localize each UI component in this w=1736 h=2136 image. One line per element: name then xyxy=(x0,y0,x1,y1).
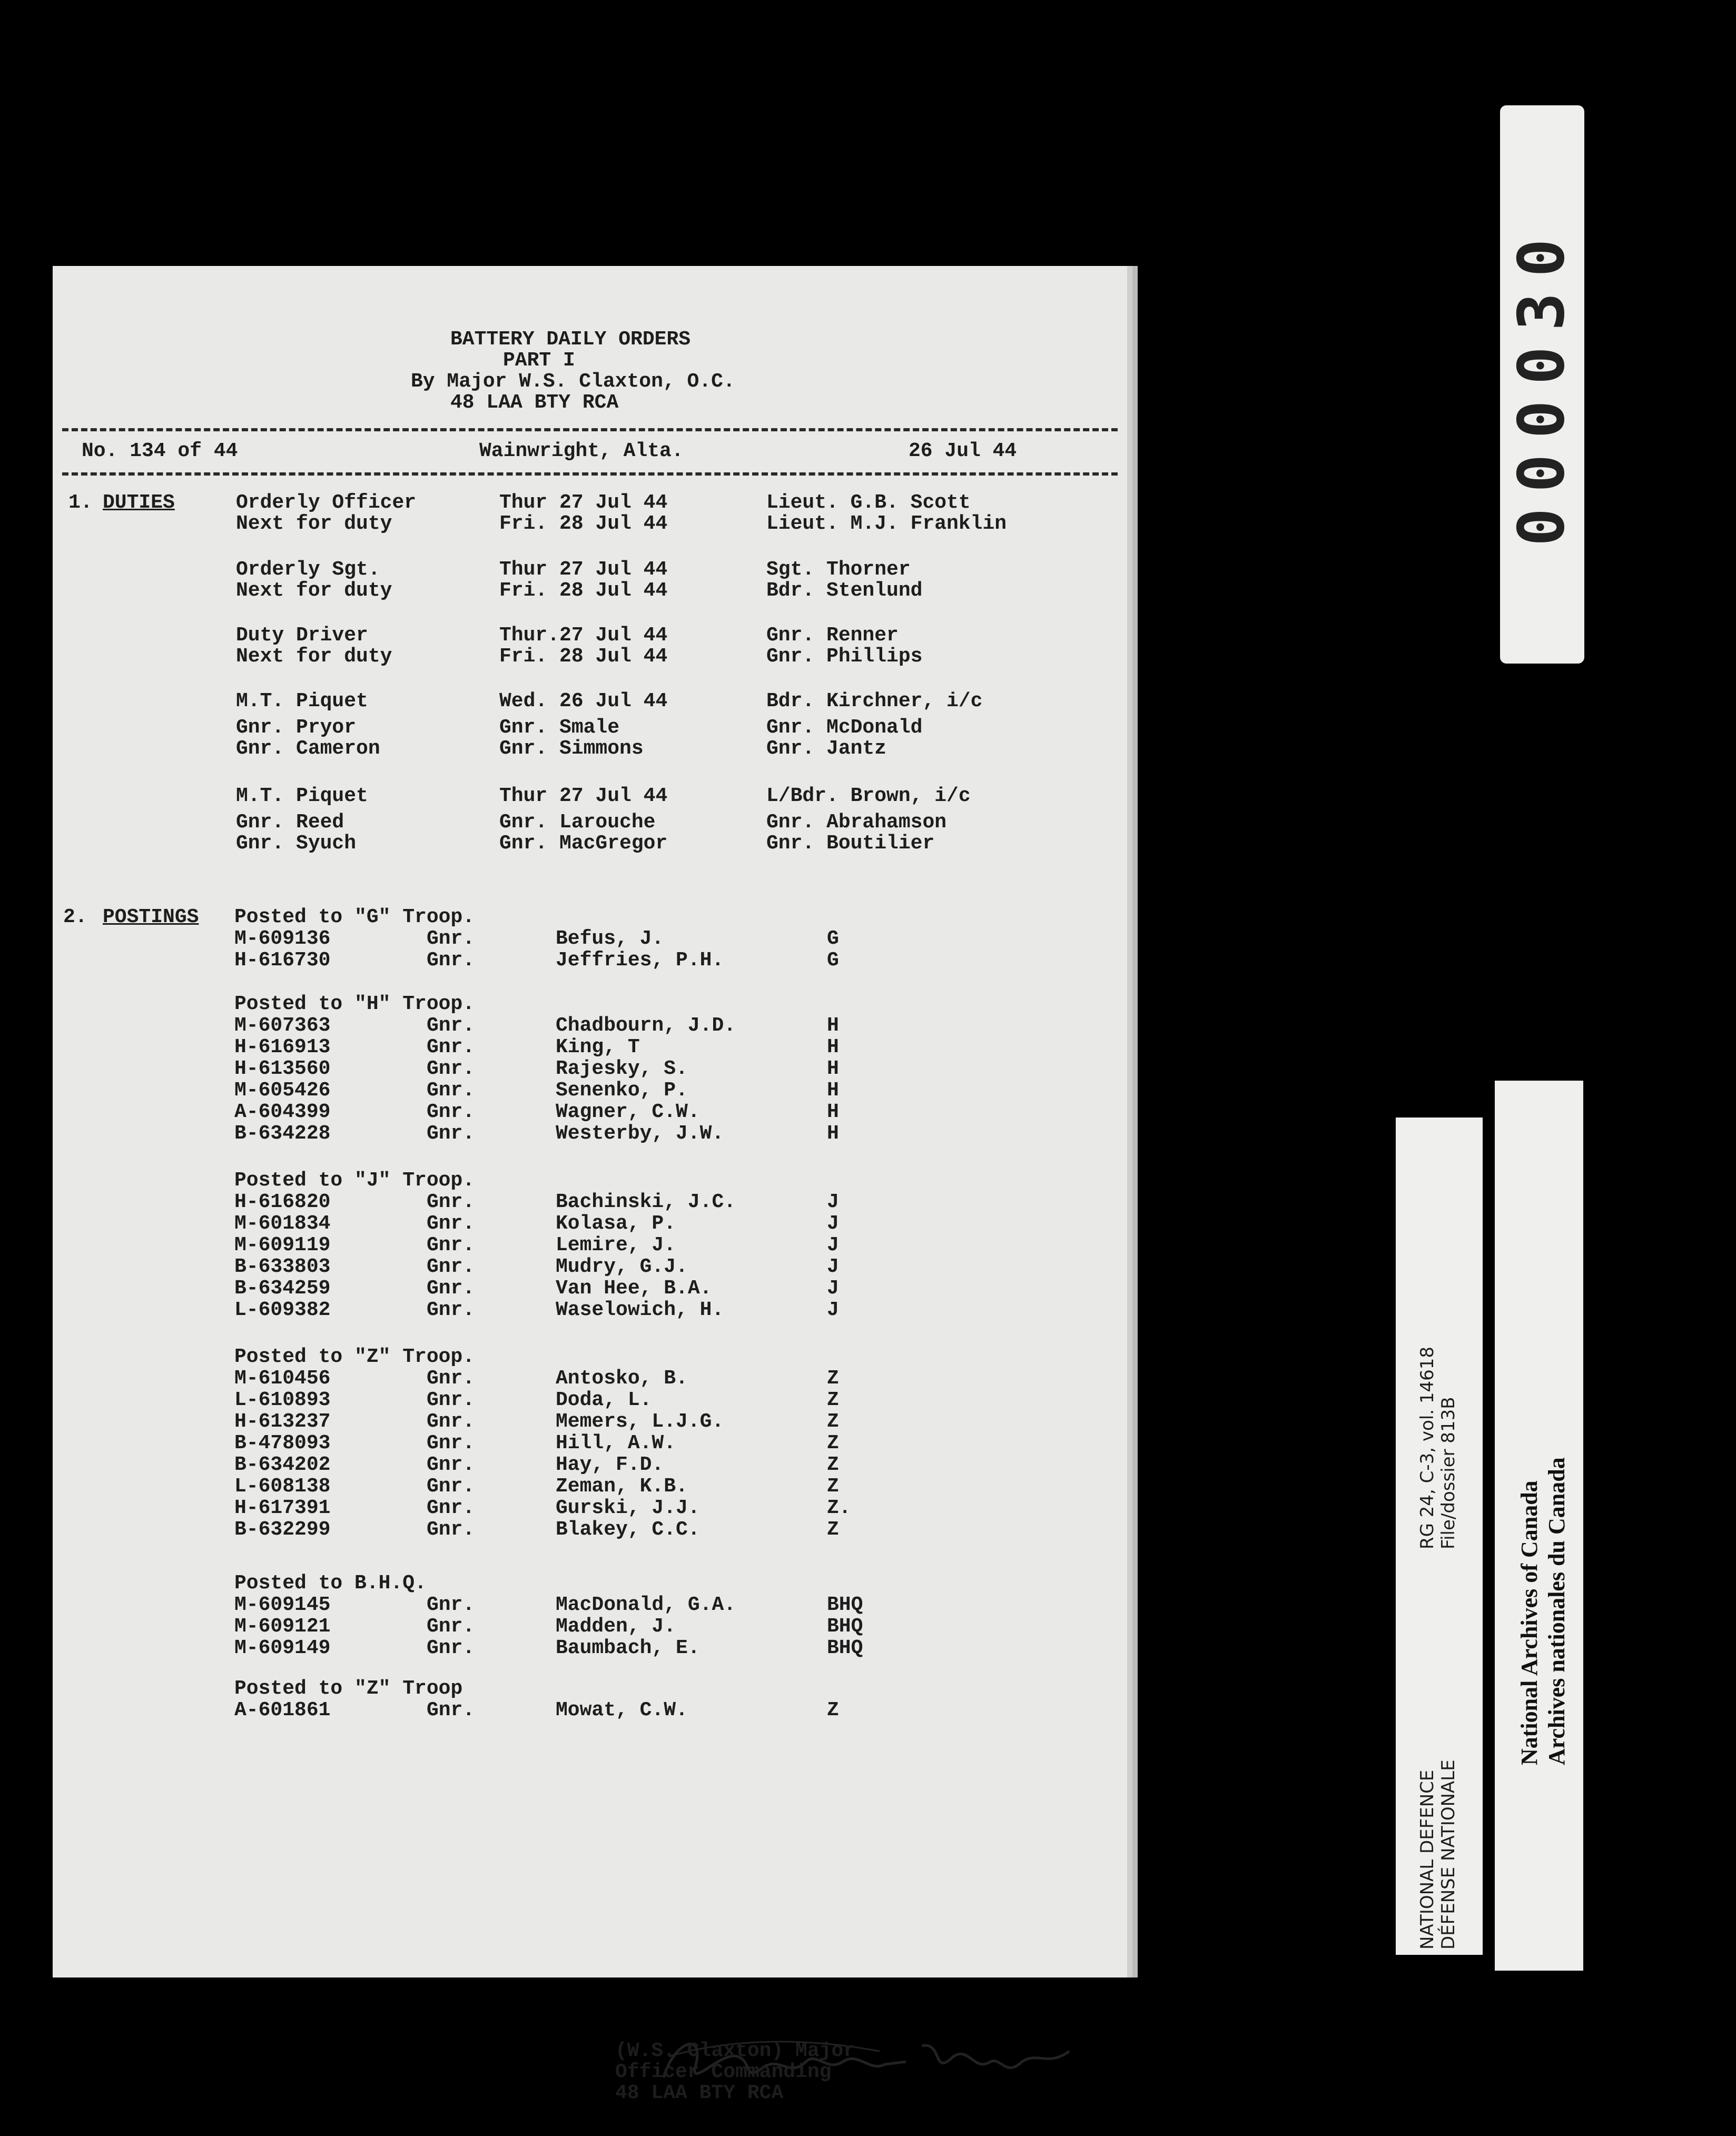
posting-cell: A-601861 xyxy=(234,1699,331,1722)
posting-cell: G xyxy=(827,927,839,950)
posting-cell: Gnr. xyxy=(427,1699,475,1722)
duty-cell: Bdr. Kirchner, i/c xyxy=(766,690,983,713)
posting-cell: Baumbach, E. xyxy=(556,1637,700,1659)
posting-cell: Gnr. xyxy=(427,927,475,950)
posting-cell: BHQ xyxy=(827,1615,863,1638)
posting-cell: Z. xyxy=(827,1497,851,1519)
posting-cell: M-601834 xyxy=(234,1212,331,1235)
posting-cell: Mudry, G.J. xyxy=(556,1255,688,1278)
posting-cell: Z xyxy=(827,1518,839,1541)
archive-reference-label xyxy=(1396,1118,1483,1955)
duty-cell: Duty Driver xyxy=(236,624,368,647)
posting-cell: Hill, A.W. xyxy=(556,1432,676,1455)
posting-cell: J xyxy=(827,1191,839,1213)
posting-cell: Gnr. xyxy=(427,1637,475,1659)
duties-number: 1. xyxy=(68,491,93,514)
duty-cell: Gnr. Boutilier xyxy=(766,832,935,855)
posting-cell: H-616913 xyxy=(234,1036,331,1059)
posting-cell: Gnr. xyxy=(427,1122,475,1145)
posting-cell: Memers, L.J.G. xyxy=(556,1410,724,1433)
posting-cell: H xyxy=(827,1101,839,1123)
posting-cell: Z xyxy=(827,1367,839,1390)
posting-cell: Jeffries, P.H. xyxy=(556,949,724,972)
posting-cell: Gnr. xyxy=(427,1079,475,1102)
duty-cell: Next for duty xyxy=(236,512,392,535)
posting-cell: Gurski, J.J. xyxy=(556,1497,700,1519)
posting-cell: M-609145 xyxy=(234,1594,331,1616)
posting-cell: H-616730 xyxy=(234,949,331,972)
posting-cell: M-609149 xyxy=(234,1637,331,1659)
duty-cell: Wed. 26 Jul 44 xyxy=(499,690,668,713)
duty-cell: Gnr. Reed xyxy=(236,811,344,834)
posting-cell: H xyxy=(827,1057,839,1080)
posting-cell: Waselowich, H. xyxy=(556,1299,724,1321)
posting-cell: Westerby, J.W. xyxy=(556,1122,724,1145)
postings-number: 2. xyxy=(63,906,87,928)
posting-cell: H-613560 xyxy=(234,1057,331,1080)
duty-cell: Gnr. Simmons xyxy=(499,737,644,760)
duty-cell: Thur 27 Jul 44 xyxy=(499,491,668,514)
duty-cell: Fri. 28 Jul 44 xyxy=(499,645,668,668)
document-page xyxy=(53,266,1127,2104)
duty-cell: Gnr. Pryor xyxy=(236,716,357,739)
signature-unit: 48 LAA BTY RCA xyxy=(615,2082,784,2104)
posting-cell: Gnr. xyxy=(427,1432,475,1455)
posting-cell: Senenko, P. xyxy=(556,1079,688,1102)
posting-cell: Z xyxy=(827,1475,839,1498)
posting-cell: L-608138 xyxy=(234,1475,331,1498)
duty-cell: Next for duty xyxy=(236,645,392,668)
duty-cell: Gnr. Syuch xyxy=(236,832,357,855)
posting-cell: BHQ xyxy=(827,1594,863,1616)
posting-group-title: Posted to "Z" Troop. xyxy=(234,1346,475,1368)
posting-cell: M-609119 xyxy=(234,1234,331,1257)
duties-heading: DUTIES xyxy=(103,491,175,514)
posting-cell: Gnr. xyxy=(427,1101,475,1123)
posting-cell: M-605426 xyxy=(234,1079,331,1102)
duty-cell: Fri. 28 Jul 44 xyxy=(499,579,668,602)
posting-cell: Kolasa, P. xyxy=(556,1212,676,1235)
posting-cell: Zeman, K.B. xyxy=(556,1475,688,1498)
posting-cell: Gnr. xyxy=(427,1497,475,1519)
duty-cell: M.T. Piquet xyxy=(236,690,368,713)
posting-cell: Gnr. xyxy=(427,1594,475,1616)
posting-cell: J xyxy=(827,1212,839,1235)
reference-line-1: RG 24, C-3, vol. 14618 xyxy=(1417,1346,1438,1549)
posting-cell: Gnr. xyxy=(427,1234,475,1257)
duty-cell: Thur 27 Jul 44 xyxy=(499,785,668,807)
posting-cell: B-478093 xyxy=(234,1432,331,1455)
archives-canada-label xyxy=(1495,1081,1583,1971)
postings-heading: POSTINGS xyxy=(103,906,199,928)
posting-cell: Befus, J. xyxy=(556,927,664,950)
divider-top xyxy=(62,428,1118,431)
posting-cell: Doda, L. xyxy=(556,1389,652,1411)
posting-cell: L-609382 xyxy=(234,1299,331,1321)
posting-cell: BHQ xyxy=(827,1637,863,1659)
posting-group-title: Posted to "Z" Troop xyxy=(234,1677,463,1700)
posting-cell: Z xyxy=(827,1389,839,1411)
posting-cell: Gnr. xyxy=(427,1036,475,1059)
order-by: By Major W.S. Claxton, O.C. xyxy=(411,370,735,393)
duty-cell: Thur 27 Jul 44 xyxy=(499,558,668,581)
posting-cell: B-634202 xyxy=(234,1453,331,1476)
posting-cell: Z xyxy=(827,1699,839,1722)
order-place: Wainwright, Alta. xyxy=(479,440,684,462)
posting-cell: Gnr. xyxy=(427,1212,475,1235)
posting-cell: Gnr. xyxy=(427,1615,475,1638)
posting-cell: Gnr. xyxy=(427,1410,475,1433)
posting-cell: A-604399 xyxy=(234,1101,331,1123)
posting-cell: Gnr. xyxy=(427,949,475,972)
posting-cell: Gnr. xyxy=(427,1255,475,1278)
posting-cell: Madden, J. xyxy=(556,1615,676,1638)
posting-cell: M-607363 xyxy=(234,1014,331,1037)
duty-cell: Fri. 28 Jul 44 xyxy=(499,512,668,535)
posting-cell: Gnr. xyxy=(427,1367,475,1390)
posting-cell: Gnr. xyxy=(427,1475,475,1498)
duty-cell: Next for duty xyxy=(236,579,392,602)
posting-cell: Gnr. xyxy=(427,1518,475,1541)
posting-cell: Blakey, C.C. xyxy=(556,1518,700,1541)
posting-cell: H-617391 xyxy=(234,1497,331,1519)
posting-cell: Hay, F.D. xyxy=(556,1453,664,1476)
posting-cell: H-613237 xyxy=(234,1410,331,1433)
divider-bottom xyxy=(62,472,1118,476)
posting-cell: Mowat, C.W. xyxy=(556,1699,688,1722)
posting-cell: Bachinski, J.C. xyxy=(556,1191,736,1213)
posting-cell: Gnr. xyxy=(427,1191,475,1213)
order-part: PART I xyxy=(503,349,575,372)
order-title: BATTERY DAILY ORDERS xyxy=(450,328,691,351)
duty-cell: L/Bdr. Brown, i/c xyxy=(766,785,971,807)
duty-cell: Gnr. Jantz xyxy=(766,737,887,760)
duty-cell: Lieut. G.B. Scott xyxy=(766,491,971,514)
posting-cell: Antosko, B. xyxy=(556,1367,688,1390)
posting-cell: B-633803 xyxy=(234,1255,331,1278)
order-unit: 48 LAA BTY RCA xyxy=(450,391,619,414)
posting-cell: King, T xyxy=(556,1036,640,1059)
posting-cell: H xyxy=(827,1036,839,1059)
posting-cell: J xyxy=(827,1234,839,1257)
posting-cell: H xyxy=(827,1122,839,1145)
posting-cell: H xyxy=(827,1079,839,1102)
duty-cell: Gnr. Abrahamson xyxy=(766,811,947,834)
posting-cell: Wagner, C.W. xyxy=(556,1101,700,1123)
posting-cell: B-634228 xyxy=(234,1122,331,1145)
posting-cell: M-610456 xyxy=(234,1367,331,1390)
duty-cell: Sgt. Thorner xyxy=(766,558,911,581)
posting-cell: Rajesky, S. xyxy=(556,1057,688,1080)
posting-cell: G xyxy=(827,949,839,972)
posting-cell: Gnr. xyxy=(427,1277,475,1300)
archives-name-en: National Archives of Canada xyxy=(1516,1480,1542,1765)
posting-cell: Z xyxy=(827,1410,839,1433)
posting-cell: MacDonald, G.A. xyxy=(556,1594,736,1616)
posting-group-title: Posted to "H" Troop. xyxy=(234,993,475,1015)
posting-cell: Lemire, J. xyxy=(556,1234,676,1257)
posting-cell: Gnr. xyxy=(427,1014,475,1037)
posting-cell: J xyxy=(827,1277,839,1300)
duty-cell: Thur.27 Jul 44 xyxy=(499,624,668,647)
duty-cell: Gnr. Smale xyxy=(499,716,620,739)
duty-cell: Gnr. Phillips xyxy=(766,645,923,668)
frame-number: 000030 xyxy=(1505,223,1579,546)
posting-cell: J xyxy=(827,1255,839,1278)
posting-cell: J xyxy=(827,1299,839,1321)
duty-cell: Gnr. Cameron xyxy=(236,737,380,760)
department-en: NATIONAL DEFENCE xyxy=(1417,1769,1438,1950)
posting-group-title: Posted to "J" Troop. xyxy=(234,1169,475,1192)
duty-cell: Gnr. McDonald xyxy=(766,716,923,739)
signature-name: (W.S. Claxton) Major xyxy=(615,2040,856,2062)
duty-cell: Lieut. M.J. Franklin xyxy=(766,512,1007,535)
order-number: No. 134 of 44 xyxy=(82,440,238,462)
duty-cell: Gnr. Larouche xyxy=(499,811,656,834)
posting-cell: Gnr. xyxy=(427,1453,475,1476)
reference-line-2: File/dossier 813B xyxy=(1438,1397,1459,1549)
posting-cell: Chadbourn, J.D. xyxy=(556,1014,736,1037)
duty-cell: M.T. Piquet xyxy=(236,785,368,807)
posting-cell: Van Hee, B.A. xyxy=(556,1277,712,1300)
posting-cell: M-609136 xyxy=(234,927,331,950)
posting-cell: Z xyxy=(827,1432,839,1455)
posting-group-title: Posted to B.H.Q. xyxy=(234,1572,427,1595)
posting-cell: H-616820 xyxy=(234,1191,331,1213)
posting-cell: Z xyxy=(827,1453,839,1476)
posting-cell: B-634259 xyxy=(234,1277,331,1300)
posting-cell: M-609121 xyxy=(234,1615,331,1638)
posting-cell: Gnr. xyxy=(427,1057,475,1080)
posting-cell: Gnr. xyxy=(427,1389,475,1411)
department-fr: DÉFENSE NATIONALE xyxy=(1438,1759,1459,1950)
duty-cell: Gnr. MacGregor xyxy=(499,832,668,855)
order-date: 26 Jul 44 xyxy=(909,440,1017,462)
duty-cell: Bdr. Stenlund xyxy=(766,579,923,602)
duty-cell: Orderly Sgt. xyxy=(236,558,380,581)
posting-group-title: Posted to "G" Troop. xyxy=(234,906,475,928)
duty-cell: Gnr. Renner xyxy=(766,624,899,647)
posting-cell: L-610893 xyxy=(234,1389,331,1411)
archives-name-fr: Archives nationales du Canada xyxy=(1544,1457,1570,1765)
posting-cell: H xyxy=(827,1014,839,1037)
posting-cell: Gnr. xyxy=(427,1299,475,1321)
duty-cell: Orderly Officer xyxy=(236,491,417,514)
posting-cell: B-632299 xyxy=(234,1518,331,1541)
signature-title: Officer Commanding xyxy=(615,2061,832,2083)
